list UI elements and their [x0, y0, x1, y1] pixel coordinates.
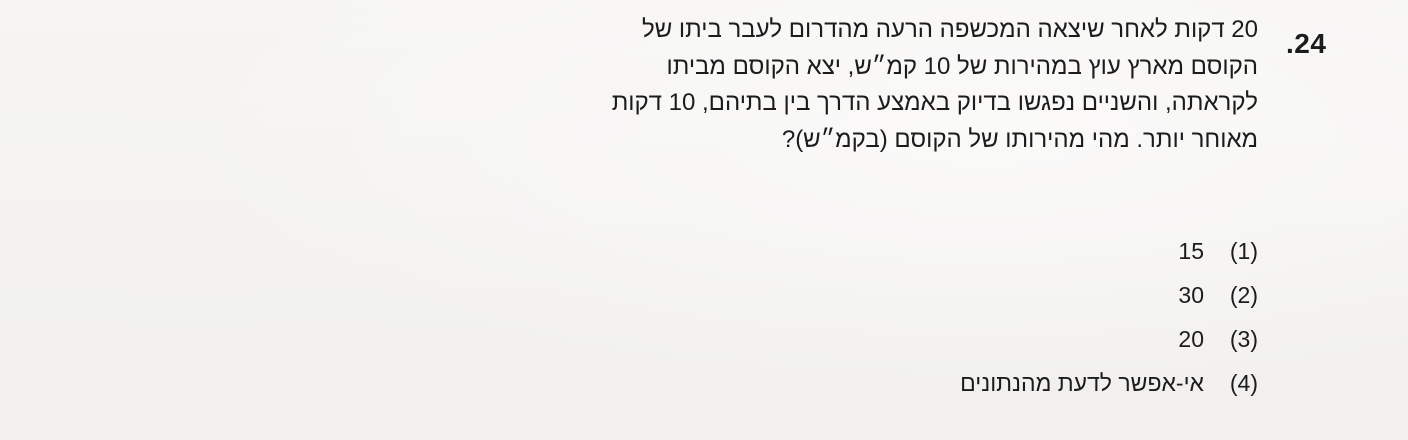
option-label: (1): [1229, 238, 1258, 264]
option-value: אי-אפשר לדעת מהנתונים: [960, 370, 1204, 396]
answer-option-1[interactable]: [658, 238, 1258, 282]
answer-option-2[interactable]: [658, 282, 1258, 326]
option-label: (3): [1229, 326, 1258, 352]
option-label: (2): [1229, 282, 1258, 308]
option-value: 20: [1178, 326, 1204, 352]
question-line: 20 דקות לאחר שיצאה המכשפה הרעה מהדרום לעבר ביתו של: [641, 16, 1258, 43]
option-label: (4): [1229, 370, 1258, 396]
question-line: הקוסם מארץ עוץ במהירות של 10 קמ״ש, יצא הקוסם מביתו: [666, 52, 1258, 80]
answer-option-4[interactable]: [658, 370, 1258, 414]
question-line: לקראתה, והשניים נפגשו בדיוק באמצע הדרך בין בתיהם, 10 דקות: [611, 89, 1258, 116]
question-number: .24: [1286, 28, 1327, 59]
question-line: מאוחר יותר. מהי מהירותו של הקוסם (בקמ״ש)?: [781, 125, 1258, 153]
answer-option-3[interactable]: [658, 326, 1258, 370]
question-text: [498, 12, 1258, 158]
option-value: 30: [1178, 282, 1204, 308]
answer-options: [658, 238, 1258, 414]
option-value: 15: [1178, 238, 1204, 264]
